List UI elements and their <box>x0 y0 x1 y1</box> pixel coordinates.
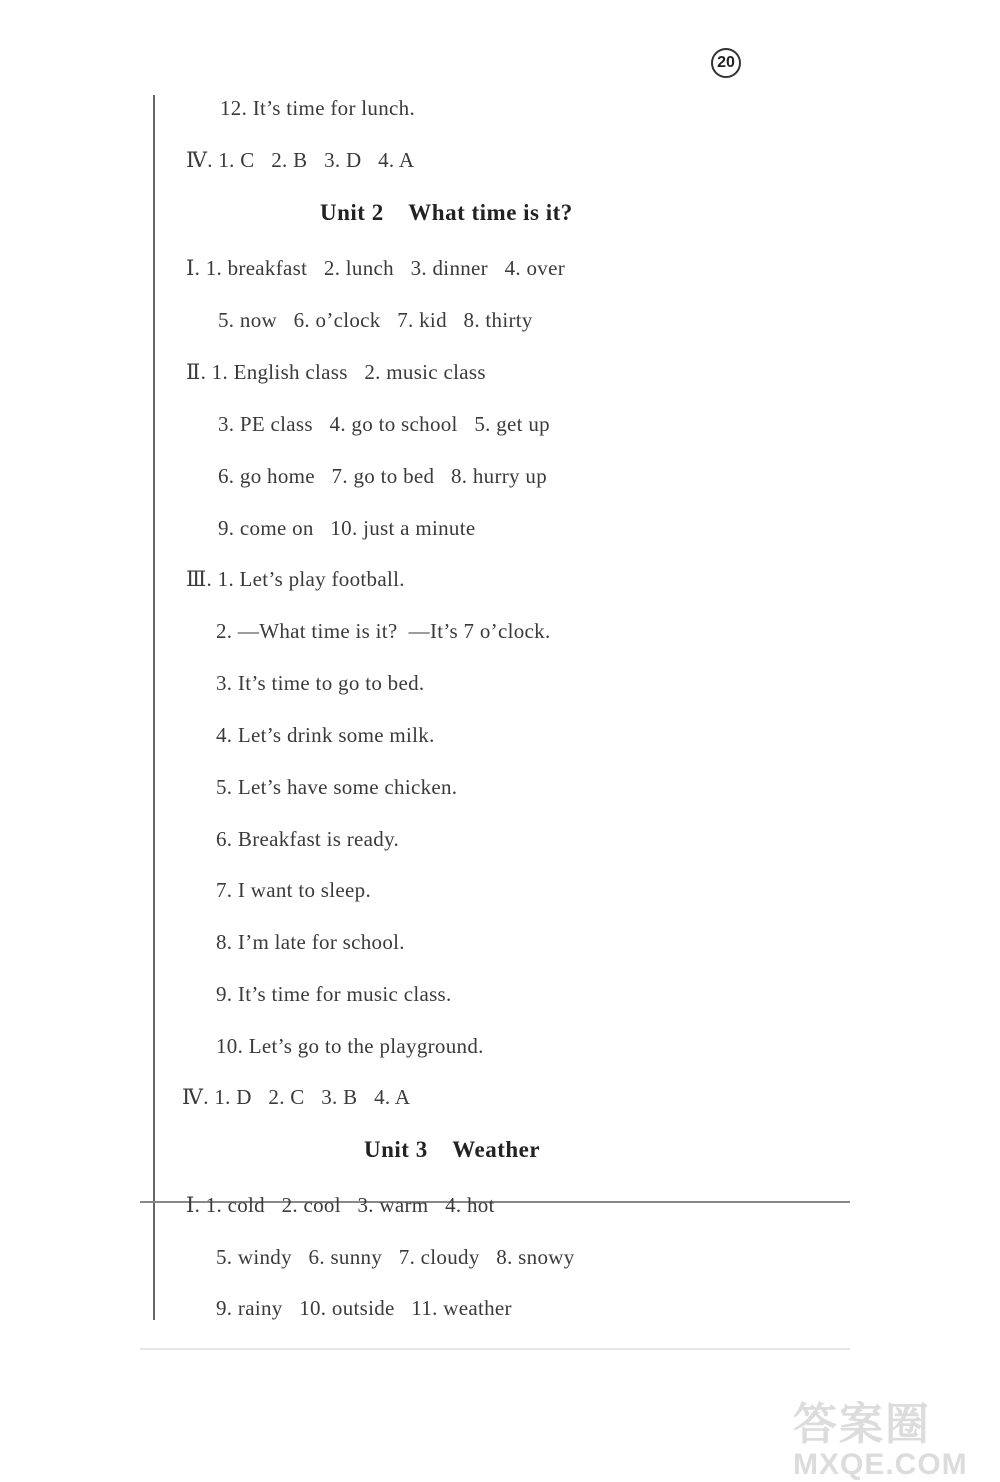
answer-line: 6. Breakfast is ready. <box>216 827 400 851</box>
answer-line: 5. Let’s have some chicken. <box>216 775 458 799</box>
answer-line: 3. It’s time to go to bed. <box>216 671 425 695</box>
answer-line: 5. windy 6. sunny 7. cloudy 8. snowy <box>216 1245 575 1269</box>
answer-line: 4. Let’s drink some milk. <box>216 723 435 747</box>
faint-rule <box>140 1348 850 1350</box>
answer-line: Ⅳ. 1. D 2. C 3. B 4. A <box>182 1085 411 1109</box>
unit-3-heading: Unit 3 Weather <box>364 1137 541 1162</box>
watermark <box>793 1388 968 1482</box>
answer-line: 6. go home 7. go to bed 8. hurry up <box>218 464 547 488</box>
answer-line: Ⅳ. 1. C 2. B 3. D 4. A <box>186 148 415 172</box>
answer-line: 2. —What time is it? —It’s 7 o’clock. <box>216 619 551 643</box>
answer-line: 3. PE class 4. go to school 5. get up <box>218 412 550 436</box>
answer-line: 7. I want to sleep. <box>216 878 371 902</box>
answer-line: 9. come on 10. just a minute <box>218 516 476 540</box>
answer-line: Ⅲ. 1. Let’s play football. <box>186 567 405 591</box>
answer-line: 9. rainy 10. outside 11. weather <box>216 1296 512 1320</box>
answer-line: Ⅱ. 1. English class 2. music class <box>186 360 486 384</box>
page-number: 20 <box>711 48 741 78</box>
unit-2-heading: Unit 2 What time is it? <box>320 200 573 225</box>
answer-line: Ⅰ. 1. breakfast 2. lunch 3. dinner 4. over <box>186 256 566 280</box>
watermark-en: MXQE.COM <box>793 1448 968 1481</box>
answer-line: 9. It’s time for music class. <box>216 982 452 1006</box>
answer-line: 10. Let’s go to the playground. <box>216 1034 484 1058</box>
answer-line: 5. now 6. o’clock 7. kid 8. thirty <box>218 308 533 332</box>
answer-line: Ⅰ. 1. cold 2. cool 3. warm 4. hot <box>186 1193 495 1217</box>
watermark-cn: 答案圈 <box>793 1400 931 1449</box>
answer-line: 12. It’s time for lunch. <box>220 96 415 120</box>
left-margin-rule <box>153 95 155 1320</box>
answer-line: 8. I’m late for school. <box>216 930 405 954</box>
